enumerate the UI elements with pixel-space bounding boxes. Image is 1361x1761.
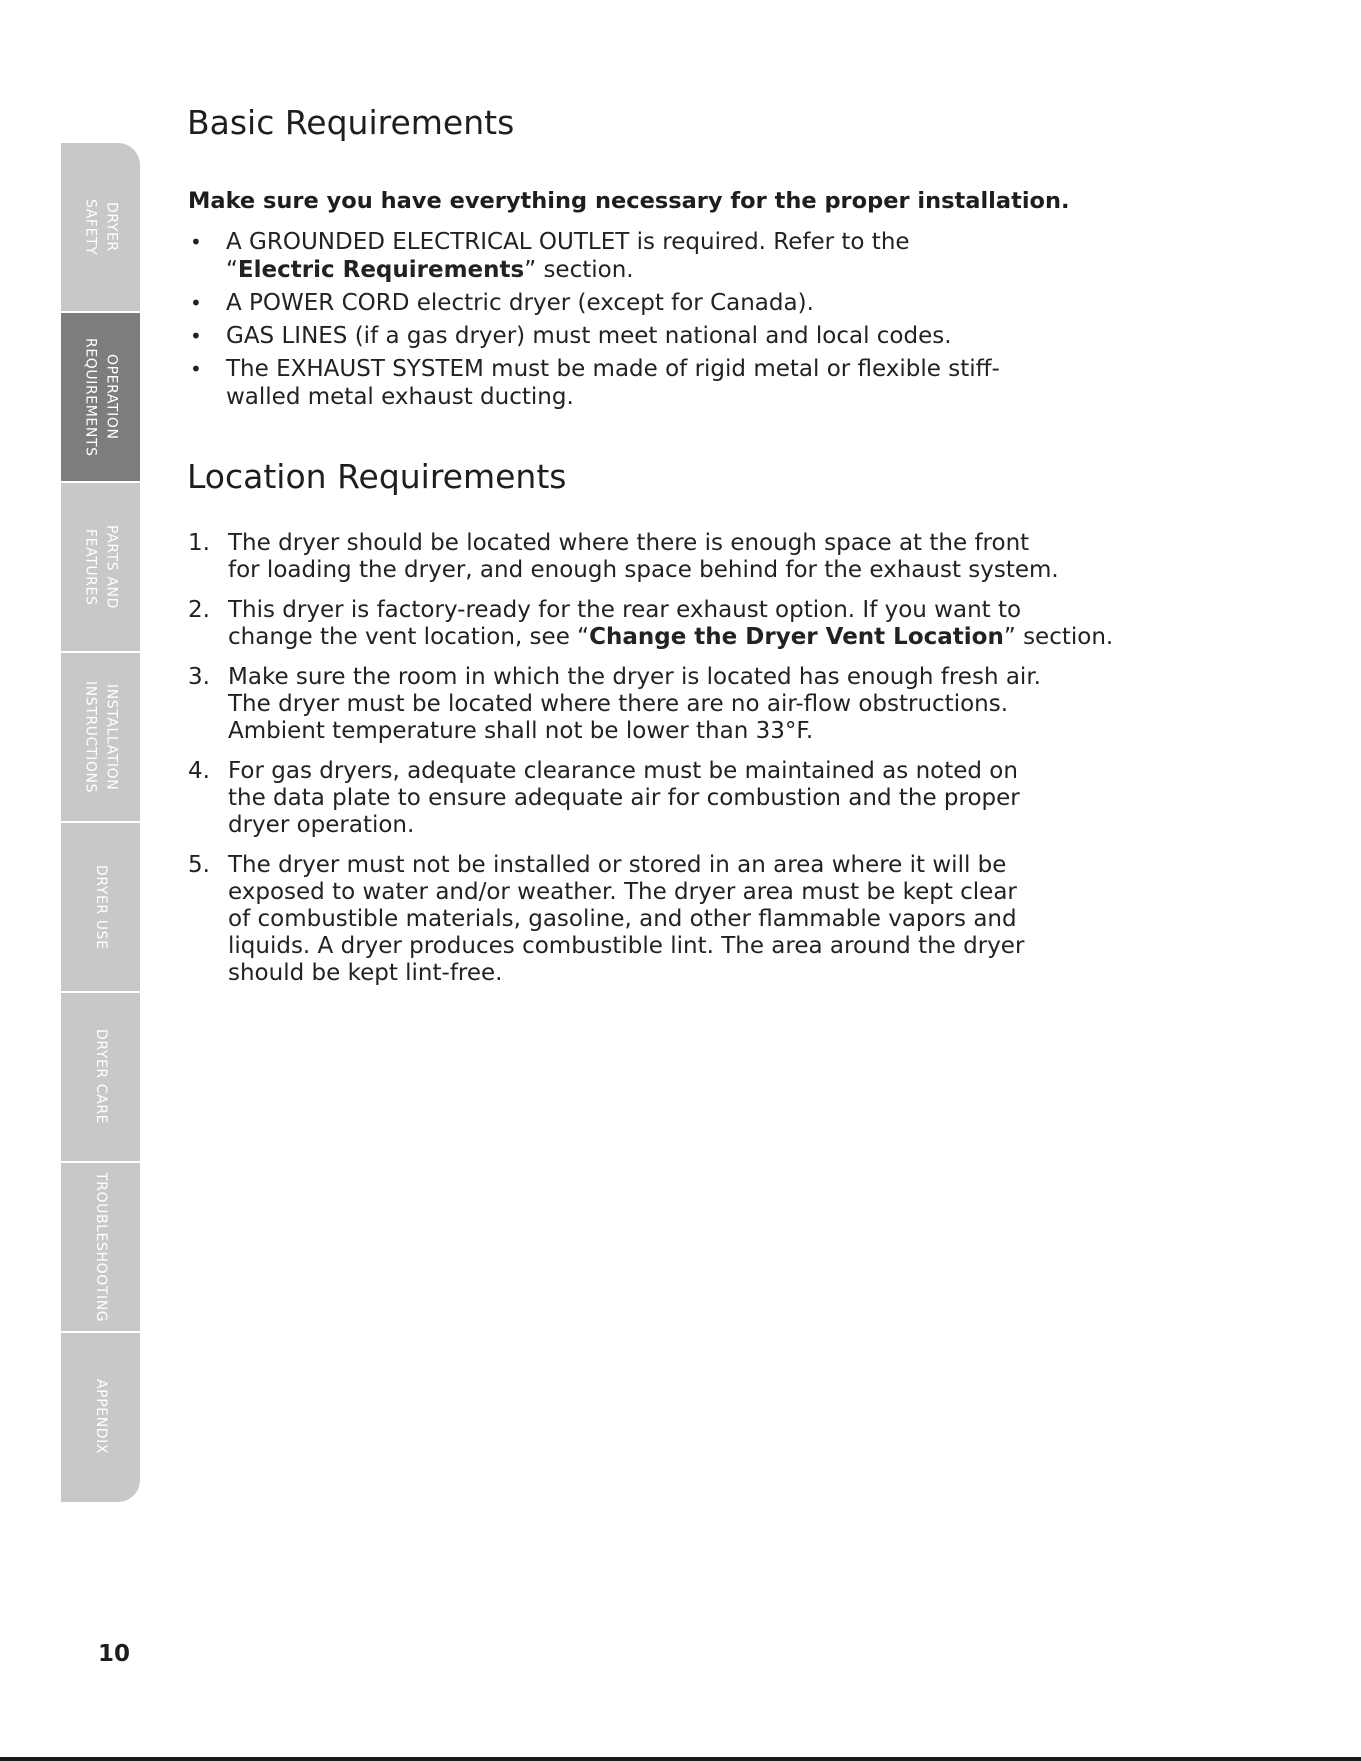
item-text: the data plate to ensure adequate air for combustion and the proper: [228, 785, 1020, 811]
item-number: 3.: [188, 664, 210, 690]
item-text: dryer operation.: [228, 812, 415, 838]
item-text: ” section.: [1003, 624, 1114, 650]
item-text: The dryer must not be installed or stored in an area where it will be: [228, 852, 1007, 878]
tab-dryer-use[interactable]: [61, 823, 140, 991]
tab-appendix[interactable]: [61, 1333, 140, 1501]
tab-parts-and-features[interactable]: [61, 483, 140, 651]
item-text: should be kept lint-free.: [228, 960, 503, 986]
electric-requirements-reference: Electric Requirements: [237, 257, 525, 283]
list-item: [188, 289, 1188, 317]
vent-location-reference: Change the Dryer Vent Location: [589, 624, 1004, 650]
item-text: GAS LINES (if a gas dryer) must meet national and local codes.: [226, 323, 952, 349]
list-item: [188, 355, 1188, 411]
tab-label: TROUBLESHOOTING: [93, 1171, 109, 1323]
item-number: 1.: [188, 530, 210, 556]
bullet-icon: •: [190, 291, 202, 315]
tab-label: DRYER SAFETY: [82, 198, 120, 256]
item-text: The dryer should be located where there is enough space at the front: [228, 530, 1030, 556]
page-number: 10: [98, 1641, 131, 1667]
tab-dryer-safety[interactable]: [61, 143, 140, 311]
tab-installation-instructions[interactable]: [61, 653, 140, 821]
location-requirements-title: Location Requirements: [187, 457, 567, 496]
tab-troubleshooting[interactable]: [61, 1163, 140, 1331]
item-text: liquids. A dryer produces combustible lint. The area around the dryer: [228, 933, 1025, 959]
tab-label: DRYER USE: [93, 864, 109, 950]
list-item: [188, 758, 1228, 839]
basic-requirements-list: [188, 228, 1188, 416]
tab-operation-requirements[interactable]: [61, 313, 140, 481]
item-text: of combustible materials, gasoline, and other flammable vapors and: [228, 906, 1017, 932]
item-text: A POWER CORD electric dryer (except for Canada).: [226, 290, 814, 316]
item-text: ” section.: [524, 257, 634, 283]
item-number: 2.: [188, 597, 210, 623]
section-tabs: [61, 143, 140, 1502]
list-item: [188, 530, 1228, 584]
tab-label: PARTS AND FEATURES: [82, 525, 120, 609]
item-text: “: [226, 257, 238, 283]
item-text: The dryer must be located where there are no air-flow obstructions.: [228, 691, 1009, 717]
item-text: This dryer is factory-ready for the rear exhaust option. If you want to: [228, 597, 1022, 623]
tab-label: DRYER CARE: [93, 1029, 109, 1125]
item-text: For gas dryers, adequate clearance must be maintained as noted on: [228, 758, 1018, 784]
item-text: Make sure the room in which the dryer is located has enough fresh air.: [228, 664, 1041, 690]
list-item: [188, 664, 1228, 745]
item-text: walled metal exhaust ducting.: [226, 384, 574, 410]
item-text: A GROUNDED ELECTRICAL OUTLET is required. Refer to the: [226, 229, 910, 255]
tab-label: INSTALLATION INSTRUCTIONS: [82, 680, 120, 794]
item-number: 5.: [188, 852, 210, 878]
item-number: 4.: [188, 758, 210, 784]
item-text: Ambient temperature shall not be lower than 33°F.: [228, 718, 814, 744]
tab-dryer-care[interactable]: [61, 993, 140, 1161]
list-item: [188, 322, 1188, 350]
item-text: The EXHAUST SYSTEM must be made of rigid metal or flexible stiff-: [226, 356, 1000, 382]
location-requirements-list: [188, 530, 1228, 1000]
bullet-icon: •: [190, 357, 202, 381]
page-bottom-rule: [0, 1757, 1361, 1761]
tab-label: APPENDIX: [93, 1379, 109, 1455]
tab-label: OPERATION REQUIREMENTS: [82, 337, 120, 457]
list-item: [188, 228, 1188, 284]
bullet-icon: •: [190, 324, 202, 348]
list-item: [188, 852, 1228, 987]
item-text: for loading the dryer, and enough space behind for the exhaust system.: [228, 557, 1059, 583]
list-item: [188, 597, 1228, 651]
bullet-icon: •: [190, 230, 202, 254]
item-text: change the vent location, see “: [228, 624, 590, 650]
basic-requirements-intro: Make sure you have everything necessary for the proper installation.: [188, 188, 1070, 214]
item-text: exposed to water and/or weather. The dryer area must be kept clear: [228, 879, 1017, 905]
basic-requirements-title: Basic Requirements: [187, 103, 515, 142]
